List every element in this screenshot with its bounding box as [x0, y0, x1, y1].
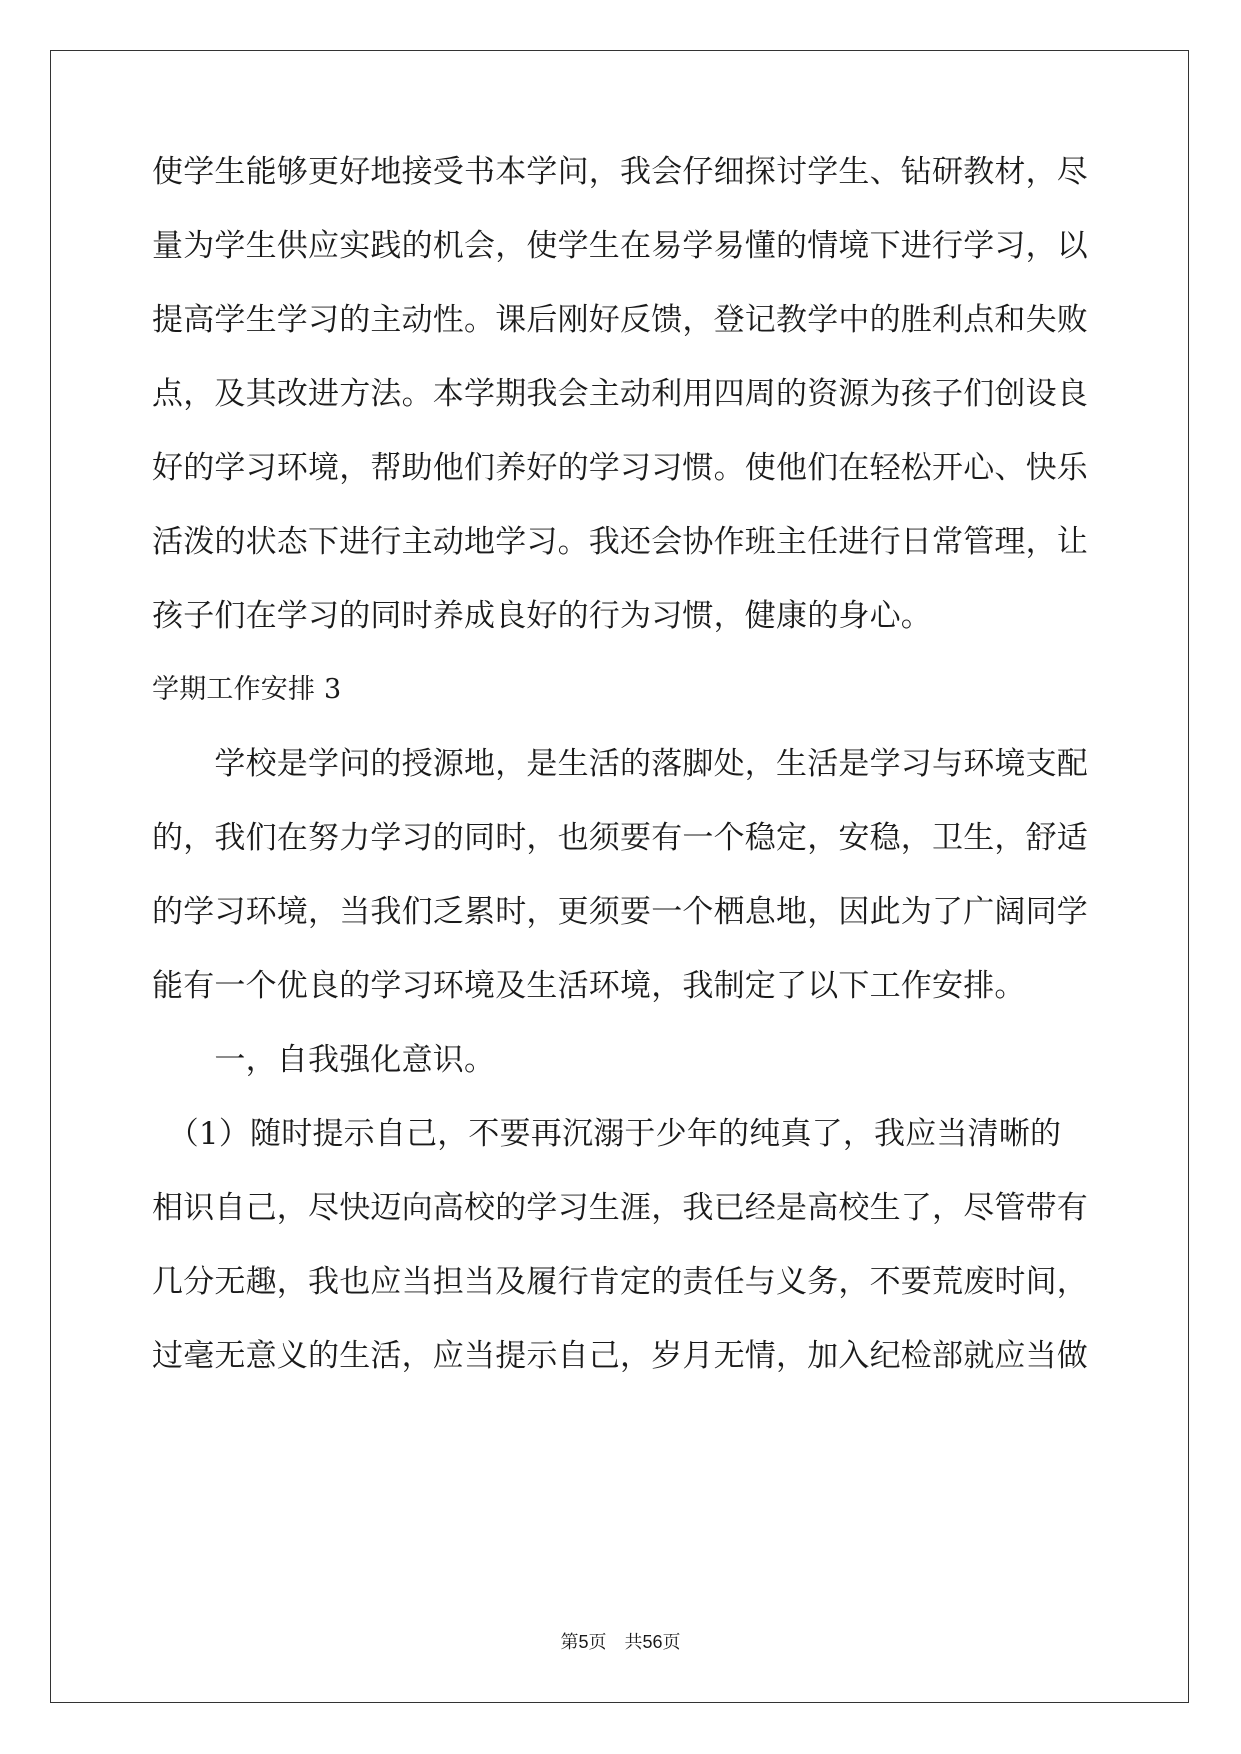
- body-line-1: 使学生能够更好地接受书本学问，我会仔细探讨学生、钻研教材，尽: [152, 154, 1088, 190]
- section-line-1: 学校是学问的授源地，是生活的落脚处，生活是学习与环境支配: [152, 746, 1088, 782]
- footer-total-pages: 56: [642, 1632, 663, 1652]
- footer-prefix: 第: [560, 1632, 579, 1653]
- section-line-4: 能有一个优良的学习环境及生活环境，我制定了以下工作安排。: [152, 968, 1026, 1004]
- section-line-3: 的学习环境，当我们乏累时，更须要一个栖息地，因此为了广阔同学: [152, 894, 1088, 930]
- section-heading: 学期工作安排 3: [152, 674, 342, 705]
- body-line-6: 活泼的状态下进行主动地学习。我还会协作班主任进行日常管理，让: [152, 524, 1088, 560]
- body-line-7: 孩子们在学习的同时养成良好的行为习惯，健康的身心。: [152, 598, 932, 634]
- body-line-3: 提高学生学习的主动性。课后刚好反馈，登记教学中的胜利点和失败: [152, 302, 1088, 338]
- page-footer: [0, 1628, 1241, 1654]
- footer-suffix: 页: [662, 1632, 681, 1653]
- section-line-8: 几分无趣，我也应当担当及履行肯定的责任与义务，不要荒废时间，: [152, 1264, 1088, 1300]
- footer-middle: 页 共: [588, 1632, 643, 1653]
- page-border: [50, 50, 1189, 1703]
- section-line-2: 的，我们在努力学习的同时，也须要有一个稳定，安稳，卫生，舒适: [152, 820, 1088, 856]
- section-line-5: 一，自我强化意识。: [152, 1042, 496, 1078]
- body-line-5: 好的学习环境，帮助他们养好的学习习惯。使他们在轻松开心、快乐: [152, 450, 1088, 486]
- section-line-6: （1）随时提示自己，不要再沉溺于少年的纯真了，我应当清晰的: [152, 1116, 1062, 1152]
- section-line-7: 相识自己，尽快迈向高校的学习生涯，我已经是高校生了，尽管带有: [152, 1190, 1088, 1226]
- section-line-9: 过毫无意义的生活，应当提示自己，岁月无情，加入纪检部就应当做: [152, 1338, 1088, 1374]
- footer-page-number: 5: [578, 1632, 589, 1652]
- body-line-4: 点，及其改进方法。本学期我会主动利用四周的资源为孩子们创设良: [152, 376, 1088, 412]
- body-line-2: 量为学生供应实践的机会，使学生在易学易懂的情境下进行学习，以: [152, 228, 1088, 264]
